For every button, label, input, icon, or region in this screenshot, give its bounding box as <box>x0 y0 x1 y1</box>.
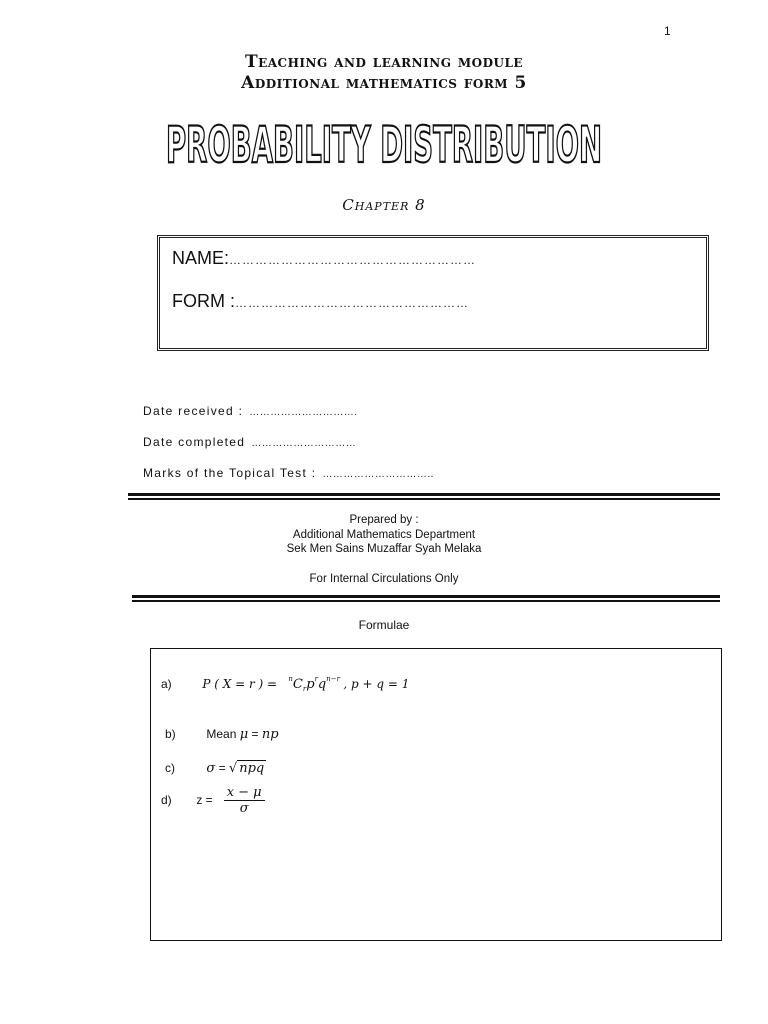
internal-notice: For Internal Circulations Only <box>309 573 459 585</box>
formula-a <box>161 675 409 693</box>
formula-b-label: b) <box>165 727 176 741</box>
formula-c-eq: = <box>218 761 226 775</box>
formula-b-text: Mean <box>206 727 237 741</box>
formula-a-binomial <box>288 677 340 692</box>
formulae-title: Formulae <box>358 618 410 632</box>
date-completed-label: Date completed <box>143 435 246 449</box>
formula-c-radicand: npq <box>239 761 265 776</box>
binom-c: C <box>292 677 303 692</box>
formula-b-mu: μ <box>239 727 249 742</box>
prepared-by: Prepared by : <box>349 514 419 526</box>
name-field[interactable]: ………………………………………………… <box>229 253 477 267</box>
marks-row <box>143 466 434 480</box>
formula-b-np: np <box>261 727 279 742</box>
formula-a-lhs: P ( X = r ) = <box>202 677 278 691</box>
formula-d-label: d) <box>161 792 172 807</box>
formula-c-label: c) <box>165 761 175 775</box>
name-row <box>172 248 476 269</box>
date-received-field[interactable]: …………………………. <box>249 407 358 418</box>
binom-r: r <box>302 685 307 693</box>
formula-c-root: √ npq <box>228 761 265 776</box>
binom-n: n <box>288 675 293 683</box>
divider-top <box>128 493 720 500</box>
formula-a-tail: , p + q = 1 <box>343 677 410 691</box>
chapter-title <box>0 112 768 174</box>
binom-p-exp: r <box>314 675 318 683</box>
binom-p: p <box>306 677 315 692</box>
formula-b <box>165 727 279 742</box>
form-row <box>172 291 469 312</box>
formula-d-z: z = <box>196 792 213 807</box>
chapter-number: Chapter 8 <box>342 196 426 214</box>
subject-title: Additional mathematics form 5 <box>241 73 527 93</box>
formula-d <box>161 785 265 816</box>
date-received-label: Date received : <box>143 404 244 418</box>
binom-q-exp: n−r <box>326 675 340 683</box>
formula-d-denominator: σ <box>239 801 249 816</box>
date-completed-field[interactable]: ………………………… <box>251 438 357 449</box>
name-label: NAME: <box>172 248 230 268</box>
formula-d-numerator: x − μ <box>224 785 265 801</box>
formula-c-sigma: σ <box>206 761 216 776</box>
formula-a-label: a) <box>161 677 172 691</box>
chapter-title-text: PROBABILITY DISTRIBUTION <box>166 116 602 174</box>
form-label: FORM : <box>172 291 235 311</box>
formula-d-fraction <box>224 785 265 816</box>
chapter-title-art <box>164 112 604 174</box>
name-form-box <box>157 235 709 351</box>
department-name: Additional Mathematics Department <box>292 529 476 541</box>
school-name: Sek Men Sains Muzaffar Syah Melaka <box>286 543 482 555</box>
form-field[interactable]: ……………………………………………… <box>235 296 469 310</box>
formula-c <box>165 761 266 776</box>
marks-label: Marks of the Topical Test : <box>143 466 317 480</box>
formula-b-eq: = <box>251 727 259 741</box>
date-completed-row <box>143 435 356 449</box>
formulae-box <box>150 648 722 941</box>
marks-field[interactable]: ………………………….. <box>322 469 434 480</box>
page-number: 1 <box>664 24 671 38</box>
date-received-row <box>143 404 358 418</box>
binom-q: q <box>317 677 327 692</box>
module-title: Teaching and learning module <box>244 52 524 72</box>
divider-bottom <box>132 595 720 602</box>
